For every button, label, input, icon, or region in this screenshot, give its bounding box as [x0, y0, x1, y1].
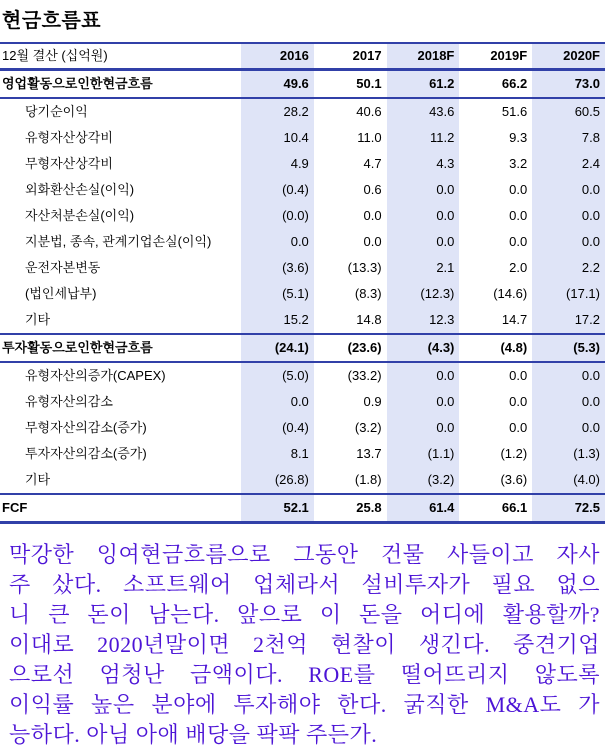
header-year: 2017	[314, 43, 387, 70]
row-label: 운전자본변동	[25, 260, 101, 275]
cell-value: 43.6	[429, 104, 455, 119]
cell-value: 61.2	[387, 70, 460, 99]
cell-value: 11.0	[357, 130, 382, 145]
cell-value: 51.6	[501, 104, 528, 119]
cell-value: (3.6)	[282, 260, 309, 275]
commentary	[9, 540, 600, 750]
table-row	[0, 98, 605, 125]
cell-value: 0.0	[509, 234, 528, 249]
cell-value: 28.2	[283, 104, 309, 119]
table-row	[0, 334, 605, 362]
row-label: FCF	[0, 494, 241, 523]
cell-value: (26.8)	[274, 472, 309, 487]
cashflow-table	[0, 42, 605, 524]
cell-value: 2.4	[581, 156, 600, 171]
table-row	[0, 203, 605, 229]
cell-value: 72.5	[532, 494, 605, 523]
cell-value: 7.8	[581, 130, 600, 145]
cell-value: 0.0	[436, 182, 455, 197]
row-label: 유형자산의증가(CAPEX)	[25, 368, 166, 383]
row-label: (법인세납부)	[25, 286, 97, 301]
cell-value: (12.3)	[420, 286, 455, 301]
cell-value: 14.8	[356, 312, 382, 327]
row-label: 외화환산손실(이익)	[25, 182, 135, 197]
cell-value: (1.2)	[500, 446, 528, 461]
cell-value: (24.1)	[241, 334, 314, 362]
table-row	[0, 255, 605, 281]
cell-value: 61.4	[387, 494, 460, 523]
cell-value: 0.0	[581, 234, 600, 249]
cell-value: 0.0	[581, 394, 600, 409]
cell-value: 0.0	[363, 234, 382, 249]
header-year: 2020F	[532, 43, 605, 70]
commentary-line: 으로선 엄청난 금액이다. ROE를 떨어뜨리지 않도록	[9, 662, 600, 687]
cell-value: (13.3)	[347, 260, 382, 275]
cell-value: 0.0	[436, 368, 455, 383]
cell-value: 17.2	[574, 312, 600, 327]
commentary-line: 주 샀다. 소프트웨어 업체라서 설비투자가 필요 없으	[9, 572, 600, 597]
cell-value: 60.5	[574, 104, 600, 119]
table-row	[0, 307, 605, 334]
cell-value: (4.8)	[459, 334, 532, 362]
cell-value: 2.2	[581, 260, 600, 275]
table-row	[0, 441, 605, 467]
report-page	[0, 4, 605, 750]
cell-value: (5.3)	[532, 334, 605, 362]
cell-value: 2.1	[436, 260, 455, 275]
cell-value: 4.9	[290, 156, 309, 171]
cell-value: 8.1	[290, 446, 309, 461]
cell-value: 0.6	[363, 182, 382, 197]
cell-value: 15.2	[283, 312, 309, 327]
row-label: 기타	[25, 312, 51, 327]
cell-value: (1.3)	[573, 446, 600, 461]
table-row	[0, 389, 605, 415]
cell-value: 73.0	[532, 70, 605, 99]
table-header-row	[0, 43, 605, 70]
cell-value: (4.0)	[573, 472, 600, 487]
cell-value: (17.1)	[566, 286, 600, 301]
cell-value: 25.8	[314, 494, 387, 523]
cell-value: 0.0	[290, 234, 309, 249]
cell-value: (0.0)	[282, 208, 309, 223]
page-title: 현금흐름표	[2, 10, 102, 32]
cell-value: 4.7	[363, 156, 382, 171]
table-row	[0, 151, 605, 177]
cell-value: 3.2	[509, 156, 528, 171]
cell-value: (1.8)	[354, 472, 382, 487]
cell-value: 66.2	[459, 70, 532, 99]
table-row	[0, 362, 605, 389]
cell-value: 0.0	[509, 394, 528, 409]
cell-value: 0.0	[581, 182, 600, 197]
cell-value: 0.0	[363, 208, 382, 223]
commentary-line: 능하다. 아님 아애 배당을 팍팍 주든가.	[9, 722, 378, 747]
row-label: 기타	[25, 472, 51, 487]
cell-value: 0.0	[581, 420, 600, 435]
cell-value: 0.0	[436, 234, 455, 249]
table-row	[0, 125, 605, 151]
row-label: 자산처분손실(이익)	[25, 208, 135, 223]
commentary-line: 이대로 2020년말이면 2천억 현찰이 생긴다. 중견기업	[9, 632, 600, 657]
row-label: 무형자산상각비	[25, 156, 113, 171]
header-unit-label: 12월 결산 (십억원)	[0, 43, 241, 70]
cell-value: 0.0	[436, 208, 455, 223]
cell-value: 0.0	[436, 394, 455, 409]
commentary-line: 막강한 잉여현금흐름으로 그동안 건물 사들이고 자사	[9, 542, 600, 567]
cell-value: 0.0	[290, 394, 309, 409]
row-label: 영업활동으로인한현금흐름	[0, 70, 241, 99]
cell-value: (5.1)	[282, 286, 309, 301]
cell-value: 2.0	[509, 260, 528, 275]
cell-value: 0.0	[509, 208, 528, 223]
cell-value: 13.7	[356, 446, 382, 461]
cell-value: 50.1	[314, 70, 387, 99]
cell-value: 40.6	[356, 104, 382, 119]
commentary-line: 니 큰 돈이 남는다. 앞으로 이 돈을 어디에 활용할까?	[9, 602, 600, 627]
cell-value: (5.0)	[282, 368, 309, 383]
table-row	[0, 281, 605, 307]
table-row	[0, 177, 605, 203]
cell-value: 0.0	[509, 368, 528, 383]
cell-value: 9.3	[509, 130, 528, 145]
cell-value: (3.2)	[427, 472, 455, 487]
cell-value: 12.3	[429, 312, 455, 327]
row-label: 유형자산상각비	[25, 130, 113, 145]
header-year: 2016	[241, 43, 314, 70]
row-label: 지분법, 종속, 관계기업손실(이익)	[25, 234, 212, 249]
row-label: 투자활동으로인한현금흐름	[0, 334, 241, 362]
cell-value: (3.2)	[354, 420, 382, 435]
cell-value: 0.0	[581, 368, 600, 383]
cell-value: 14.7	[501, 312, 528, 327]
cell-value: 52.1	[241, 494, 314, 523]
cell-value: (0.4)	[282, 420, 309, 435]
table-row	[0, 415, 605, 441]
cell-value: 11.2	[430, 130, 455, 145]
cell-value: 0.0	[509, 182, 528, 197]
row-label: 투자자산의감소(증가)	[25, 446, 147, 461]
cell-value: (14.6)	[493, 286, 528, 301]
cell-value: 10.4	[283, 130, 309, 145]
commentary-line: 이익률 높은 분야에 투자해야 한다. 굵직한 M&A도 가	[9, 692, 600, 717]
table-row	[0, 70, 605, 99]
cell-value: (23.6)	[314, 334, 387, 362]
cell-value: 49.6	[241, 70, 314, 99]
header-year: 2018F	[387, 43, 460, 70]
cell-value: (8.3)	[354, 286, 382, 301]
table-body	[0, 70, 605, 523]
row-label: 당기순이익	[25, 104, 88, 119]
header-year: 2019F	[459, 43, 532, 70]
row-label: 유형자산의감소	[25, 394, 113, 409]
cell-value: 0.9	[363, 394, 382, 409]
cell-value: 0.0	[509, 420, 528, 435]
cell-value: (4.3)	[387, 334, 460, 362]
table-row	[0, 494, 605, 523]
cell-value: (3.6)	[500, 472, 528, 487]
cell-value: (0.4)	[282, 182, 309, 197]
table-row	[0, 229, 605, 255]
cell-value: 0.0	[436, 420, 455, 435]
table-row	[0, 467, 605, 494]
cell-value: 0.0	[581, 208, 600, 223]
cell-value: (33.2)	[347, 368, 382, 383]
cell-value: (1.1)	[427, 446, 455, 461]
cell-value: 4.3	[436, 156, 455, 171]
row-label: 무형자산의감소(증가)	[25, 420, 147, 435]
cell-value: 66.1	[459, 494, 532, 523]
